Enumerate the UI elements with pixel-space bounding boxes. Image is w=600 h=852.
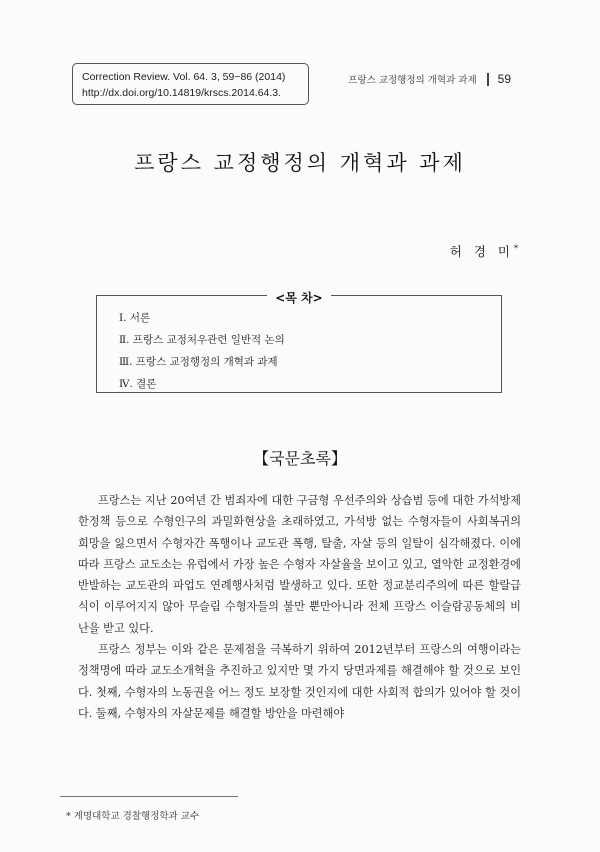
citation-volume: Correction Review. Vol. 64. 3, 59~86 (2014) [82, 71, 286, 83]
toc-item: Ⅰ. 서론 [119, 312, 151, 324]
page-number: 59 [497, 72, 511, 86]
toc-list [119, 307, 285, 395]
abstract-body [78, 490, 521, 724]
author-footnote-mark: * [514, 243, 518, 253]
toc-item: Ⅳ. 결론 [119, 378, 157, 390]
citation-box [72, 63, 309, 105]
abstract-heading: 【국문초록】 [253, 449, 347, 468]
toc-heading: <목 차> [267, 291, 330, 305]
citation-doi: http://dx.doi.org/10.14819/krscs.2014.64.3. [82, 87, 282, 99]
toc-item: Ⅱ. 프랑스 교정처우관련 일반적 논의 [119, 334, 285, 346]
footnote: * 계명대학교 경찰행정학과 교수 [66, 811, 200, 822]
running-header [348, 72, 511, 86]
table-of-contents [96, 291, 502, 393]
toc-item: Ⅲ. 프랑스 교정행정의 개혁과 과제 [119, 356, 278, 368]
abstract-paragraph: 프랑스는 지난 20여년 간 범죄자에 대한 구금형 우선주의와 상습범 등에 대한 가석방제한정책 등으로 수형인구의 과밀화현상을 초래하였고, 가석방 없는 수형자들이 사회복귀의 희망을 잃으면서 수형자간 폭행이나 교도관 폭행, 탈출, 자살 등의 일탈이 심각해졌다. 이에 따라 프랑스 교도소는 유럽에서 가장 높은 수형자 자살율을 보이고 있고, 열악한 교정환경에 반발하는 교도관의 파업도 연례행사처럼 발생하고 있다. 또한 정교분리주의에 따른 할랄급식이 이루어지지 않아 무슬림 수형자들의 불만 뿐만아니라 전체 프랑스 이슬람공동체의 비난을 받고 있다. [78, 494, 521, 635]
running-header-title: 프랑스 교정행정의 개혁과 과제 [348, 75, 477, 86]
author-name: 허 경 미 [449, 244, 514, 259]
header-divider [487, 73, 489, 86]
footnote-divider [60, 796, 238, 797]
abstract-paragraph: 프랑스 정부는 이와 같은 문제점을 극복하기 위하여 2012년부터 프랑스의 여행이라는 정책명에 따라 교도소개혁을 추진하고 있지만 몇 가지 당면과제를 해결해야 할 것으로 보인다. 첫째, 수형자의 노동권을 어느 정도 보장할 것인지에 대한 사회적 합의가 있어야 할 것이다. 둘째, 수형자의 자살문제를 해결할 방안을 마련해야 [78, 643, 521, 720]
author-line [450, 242, 518, 260]
article-title: 프랑스 교정행정의 개혁과 과제 [134, 151, 466, 175]
